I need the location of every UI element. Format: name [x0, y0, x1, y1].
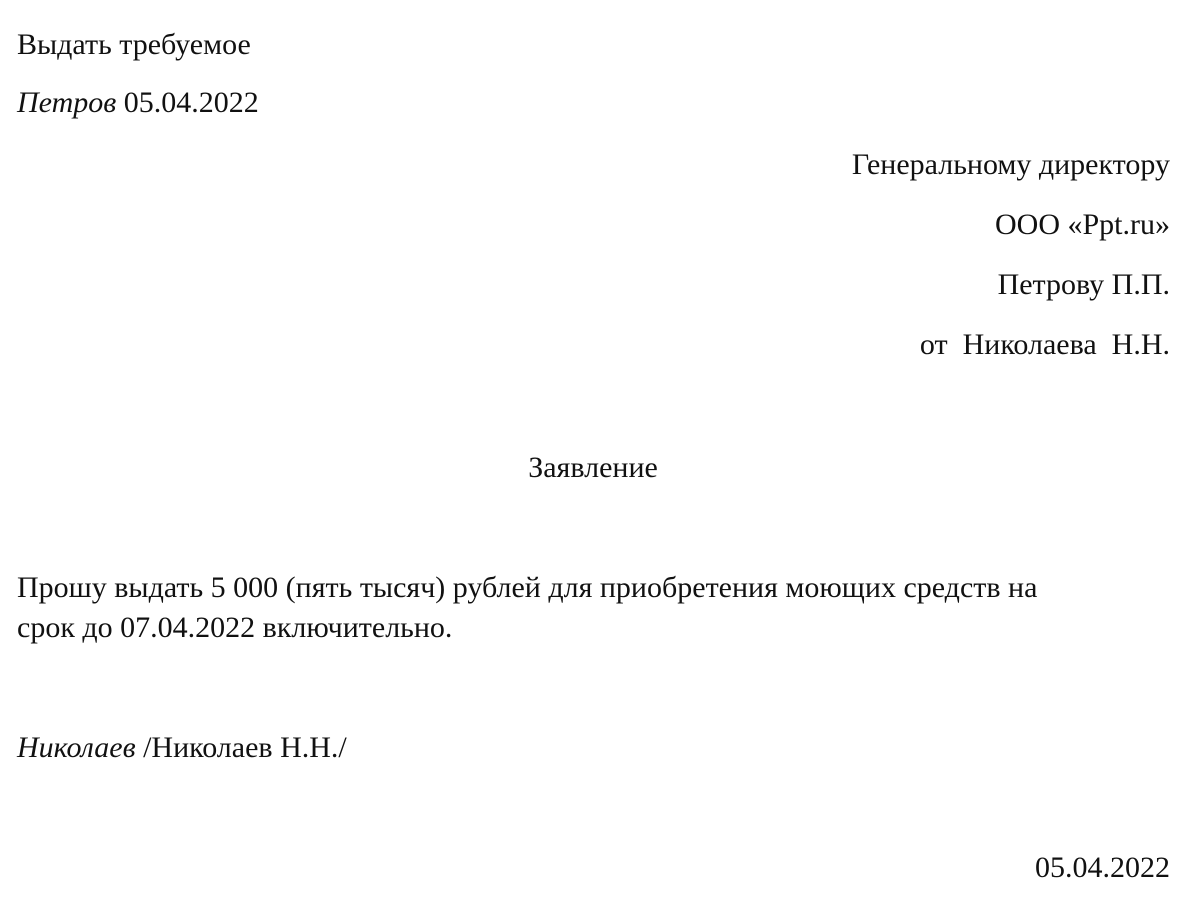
applicant-signature: Николаев [17, 731, 136, 764]
resolution-date: 05.04.2022 [123, 86, 259, 119]
sender-from-label: от [919, 328, 948, 361]
resolution-line [17, 88, 259, 118]
addressee-company: ООО «Ppt.ru» [994, 208, 1170, 241]
applicant-name: /Николаев Н.Н./ [143, 731, 347, 764]
sender-line [920, 330, 1170, 360]
addressee-position: Генеральному директору [851, 148, 1170, 181]
document-date: 05.04.2022 [1035, 851, 1170, 884]
body-line-2: срок до 07.04.2022 включительно. [17, 611, 453, 644]
resolution-signature: Петров [17, 86, 117, 119]
sender-name: Николаева Н.Н. [962, 328, 1170, 361]
body-line-1: Прошу выдать 5 000 (пять тысяч) рублей для приобретения моющих средств на [17, 571, 1038, 604]
applicant-signature-line [17, 733, 347, 763]
addressee-name: Петрову П.П. [997, 268, 1170, 301]
resolution-text: Выдать требуемое [17, 28, 251, 61]
document-title: Заявление [528, 451, 658, 484]
